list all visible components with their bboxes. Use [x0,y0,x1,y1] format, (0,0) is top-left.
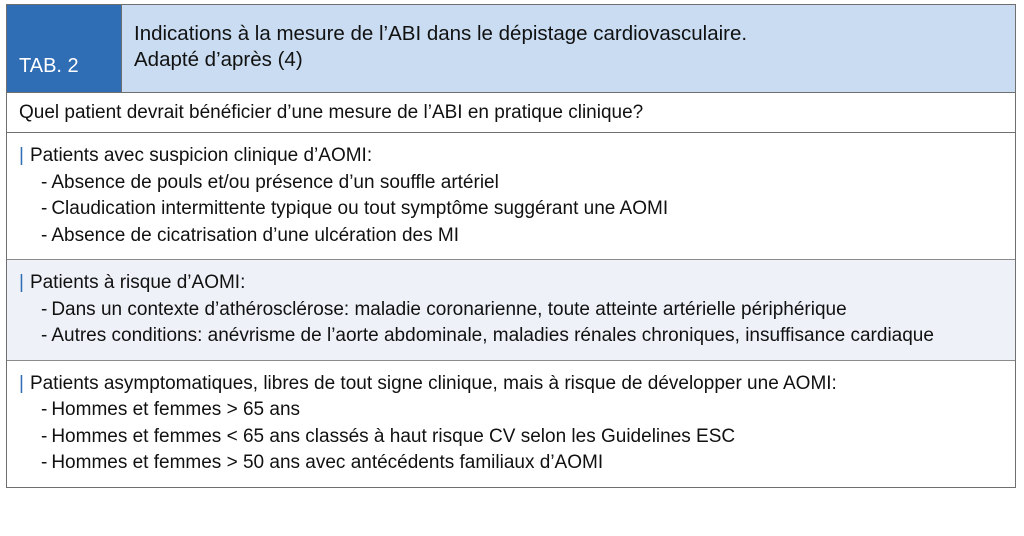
dash-marker: - [41,298,48,320]
section-heading [19,143,1015,170]
dash-marker: - [41,425,48,447]
list-item [19,450,1015,477]
section-risk [7,260,1015,361]
list-item-text: Hommes et femmes > 50 ans avec antécédents familiaux d’AOMI [51,452,604,473]
list-item-text: Hommes et femmes < 65 ans classés à haut risque CV selon les Guidelines ESC [51,425,736,447]
section-asymptomatic [7,361,1015,487]
dash-marker: - [41,224,48,246]
list-item-text: Absence de pouls et/ou présence d’un souffle artériel [51,171,499,193]
list-item [19,397,1015,424]
section-heading [19,270,1015,297]
indications-table [6,4,1016,488]
section-heading-text: Patients avec suspicion clinique d’AOMI: [29,145,373,166]
dash-marker: - [41,325,48,346]
list-item [19,323,1015,350]
section-heading [19,371,1015,398]
list-item-text: Claudication intermittente typique ou tout symptôme suggérant une AOMI [51,198,669,219]
list-item [19,297,1015,324]
dash-marker: - [41,171,48,193]
bar-marker-icon: | [19,272,24,293]
list-item-text: Autres conditions: anévrisme de l’aorte abdominale, maladies rénales chroniques, insuffisance cardiaque [51,325,934,346]
list-item-text: Hommes et femmes > 65 ans [51,399,301,420]
table-title-line-1: Indications à la mesure de l’ABI dans le dépistage cardiovasculaire. [134,22,748,45]
list-item [19,196,1015,223]
table-header [7,5,1015,93]
section-heading-text: Patients asymptomatiques, libres de tout signe clinique, mais à risque de développer une AOMI: [29,372,837,394]
list-item-text: Absence de cicatrisation d’une ulcération des MI [51,224,460,246]
bar-marker-icon: | [19,372,24,394]
list-item-text: Dans un contexte d’athérosclérose: maladie coronarienne, toute atteinte artérielle périphérique [51,298,847,320]
bar-marker-icon: | [19,145,24,166]
table-title-line-2: Adapté d’après (4) [134,48,303,71]
question-row: Quel patient devrait bénéficier d’une mesure de l’ABI en pratique clinique? [7,93,1015,133]
table-number: TAB. 2 [7,5,121,92]
dash-marker: - [41,399,48,420]
dash-marker: - [41,452,48,473]
table-title [121,5,1015,92]
section-suspicion [7,133,1015,260]
dash-marker: - [41,198,48,219]
list-item [19,170,1015,197]
section-heading-text: Patients à risque d’AOMI: [29,272,246,293]
list-item [19,424,1015,451]
list-item [19,223,1015,250]
